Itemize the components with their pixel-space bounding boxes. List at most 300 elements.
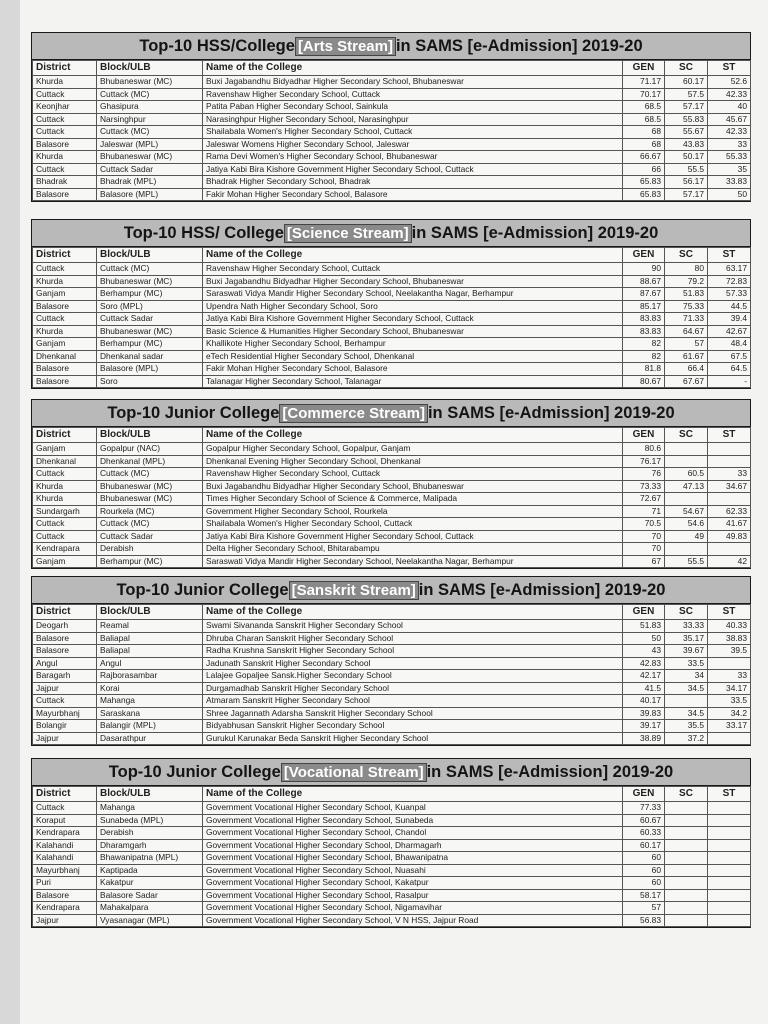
cell-gen: 73.33 — [623, 480, 665, 493]
header-gen: GEN — [623, 428, 665, 443]
cell-sc: 57.17 — [665, 101, 708, 114]
cell-gen: 70.5 — [623, 518, 665, 531]
cell-block: Jaleswar (MPL) — [97, 138, 203, 151]
cell-gen: 68 — [623, 126, 665, 139]
cell-st: 50 — [708, 188, 751, 201]
header-district: District — [33, 428, 97, 443]
cell-gen: 82 — [623, 350, 665, 363]
cell-sc: 67.67 — [665, 375, 708, 388]
cell-gen: 90 — [623, 263, 665, 276]
cell-gen: 68.5 — [623, 101, 665, 114]
cell-district: Cuttack — [33, 163, 97, 176]
cell-college: Patita Paban Higher Secondary School, Sainkula — [203, 101, 623, 114]
cell-college: Times Higher Secondary School of Science & Commerce, Malipada — [203, 493, 623, 506]
table-row — [33, 864, 751, 877]
cell-gen: 70 — [623, 543, 665, 556]
cell-district: Mayurbhanj — [33, 707, 97, 720]
cell-block: Derabish — [97, 827, 203, 840]
header-block: Block/ULB — [97, 605, 203, 620]
cell-st: 39.5 — [708, 645, 751, 658]
cell-gen: 43 — [623, 645, 665, 658]
results-table — [32, 786, 751, 927]
cell-st: 62.33 — [708, 505, 751, 518]
cell-sc: 47.13 — [665, 480, 708, 493]
cell-st: 42.33 — [708, 126, 751, 139]
results-table — [32, 247, 751, 388]
cell-sc: 33.33 — [665, 620, 708, 633]
cell-st — [708, 543, 751, 556]
header-sc: SC — [665, 428, 708, 443]
cell-sc — [665, 864, 708, 877]
cell-district: Cuttack — [33, 313, 97, 326]
cell-sc — [665, 839, 708, 852]
cell-college: Gurukul Karunakar Beda Sanskrit Higher Secondary School — [203, 732, 623, 745]
cell-gen: 85.17 — [623, 300, 665, 313]
cell-block: Dharamgarh — [97, 839, 203, 852]
table-row — [33, 313, 751, 326]
cell-block: Saraskana — [97, 707, 203, 720]
cell-gen: 67 — [623, 555, 665, 568]
cell-st — [708, 814, 751, 827]
cell-block: Berhampur (MC) — [97, 288, 203, 301]
table-row — [33, 138, 751, 151]
table-row — [33, 543, 751, 556]
cell-block: Dhenkanal sadar — [97, 350, 203, 363]
cell-sc: 37.2 — [665, 732, 708, 745]
cell-gen: 83.83 — [623, 313, 665, 326]
header-college: Name of the College — [203, 605, 623, 620]
cell-sc: 34 — [665, 670, 708, 683]
cell-st: 33.17 — [708, 720, 751, 733]
section-title — [32, 577, 750, 604]
cell-gen: 60 — [623, 852, 665, 865]
cell-block: Balasore (MPL) — [97, 363, 203, 376]
table-row — [33, 263, 751, 276]
results-table — [32, 604, 751, 745]
header-row — [33, 248, 751, 263]
cell-college: Jaleswar Womens Higher Secondary School, Jaleswar — [203, 138, 623, 151]
cell-block: Vyasanagar (MPL) — [97, 914, 203, 927]
stream-highlight: [Sanskrit Stream] — [289, 581, 419, 600]
cell-block: Korai — [97, 682, 203, 695]
section-title — [32, 400, 750, 427]
title-suffix: in SAMS [e-Admission] 2019-20 — [426, 763, 674, 781]
cell-college: Dhruba Charan Sanskrit Higher Secondary School — [203, 632, 623, 645]
cell-sc: 55.67 — [665, 126, 708, 139]
cell-st: 33 — [708, 138, 751, 151]
cell-district: Balasore — [33, 138, 97, 151]
cell-sc: 66.4 — [665, 363, 708, 376]
section-title — [32, 33, 750, 60]
cell-college: Shailabala Women's Higher Secondary School, Cuttack — [203, 518, 623, 531]
cell-college: Government Vocational Higher Secondary School, V N HSS, Jajpur Road — [203, 914, 623, 927]
cell-district: Bolangir — [33, 720, 97, 733]
cell-st: 42 — [708, 555, 751, 568]
table-row — [33, 163, 751, 176]
cell-sc: 34.5 — [665, 707, 708, 720]
cell-block: Angul — [97, 657, 203, 670]
cell-block: Bhubaneswar (MC) — [97, 325, 203, 338]
header-row — [33, 787, 751, 802]
cell-district: Khurda — [33, 480, 97, 493]
cell-sc: 49 — [665, 530, 708, 543]
cell-sc: 55.5 — [665, 163, 708, 176]
cell-district: Balasore — [33, 363, 97, 376]
cell-district: Ganjam — [33, 443, 97, 456]
cell-district: Jajpur — [33, 914, 97, 927]
header-st: ST — [708, 787, 751, 802]
cell-block: Baliapal — [97, 632, 203, 645]
cell-st: 33 — [708, 468, 751, 481]
table-row — [33, 852, 751, 865]
table-row — [33, 350, 751, 363]
section-title — [32, 759, 750, 786]
cell-district: Balasore — [33, 375, 97, 388]
cell-district: Kalahandi — [33, 852, 97, 865]
table-row — [33, 657, 751, 670]
cell-college: Talanagar Higher Secondary School, Talanagar — [203, 375, 623, 388]
cell-sc — [665, 493, 708, 506]
cell-st — [708, 443, 751, 456]
header-row — [33, 605, 751, 620]
cell-gen: 72.67 — [623, 493, 665, 506]
header-college: Name of the College — [203, 248, 623, 263]
cell-sc: 39.67 — [665, 645, 708, 658]
cell-st: 64.5 — [708, 363, 751, 376]
cell-sc — [665, 802, 708, 815]
table-row — [33, 455, 751, 468]
cell-sc: 50.17 — [665, 151, 708, 164]
cell-st — [708, 839, 751, 852]
cell-gen: 76.17 — [623, 455, 665, 468]
cell-sc — [665, 889, 708, 902]
table-row — [33, 468, 751, 481]
cell-district: Khurda — [33, 151, 97, 164]
cell-block: Narsinghpur — [97, 113, 203, 126]
title-prefix: Top-10 HSS/ College — [123, 224, 284, 242]
cell-block: Gopalpur (NAC) — [97, 443, 203, 456]
stream-highlight: [Vocational Stream] — [281, 763, 427, 782]
cell-gen: 77.33 — [623, 802, 665, 815]
table-row — [33, 827, 751, 840]
header-gen: GEN — [623, 605, 665, 620]
cell-college: Radha Krushna Sanskrit Higher Secondary School — [203, 645, 623, 658]
cell-gen: 38.89 — [623, 732, 665, 745]
cell-sc: 43.83 — [665, 138, 708, 151]
cell-gen: 68 — [623, 138, 665, 151]
cell-block: Cuttack Sadar — [97, 530, 203, 543]
cell-gen: 50 — [623, 632, 665, 645]
cell-college: Rama Devi Women's Higher Secondary School, Bhubaneswar — [203, 151, 623, 164]
header-sc: SC — [665, 248, 708, 263]
cell-st — [708, 889, 751, 902]
table-row — [33, 288, 751, 301]
cell-gen: 51.83 — [623, 620, 665, 633]
cell-gen: 57 — [623, 902, 665, 915]
cell-college: Buxi Jagabandhu Bidyadhar Higher Secondary School, Bhubaneswar — [203, 76, 623, 89]
cell-st: 34.67 — [708, 480, 751, 493]
cell-college: Jadunath Sanskrit Higher Secondary School — [203, 657, 623, 670]
cell-gen: 87.67 — [623, 288, 665, 301]
table-row — [33, 682, 751, 695]
stream-highlight: [Science Stream] — [284, 224, 412, 243]
cell-st: 34.17 — [708, 682, 751, 695]
cell-gen: 83.83 — [623, 325, 665, 338]
cell-district: Khurda — [33, 275, 97, 288]
cell-block: Mahanga — [97, 802, 203, 815]
cell-gen: 70.17 — [623, 88, 665, 101]
table-row — [33, 88, 751, 101]
cell-college: Shailabala Women's Higher Secondary School, Cuttack — [203, 126, 623, 139]
cell-gen: 65.83 — [623, 188, 665, 201]
cell-block: Cuttack (MC) — [97, 263, 203, 276]
cell-st: - — [708, 375, 751, 388]
header-block: Block/ULB — [97, 787, 203, 802]
cell-sc: 54.67 — [665, 505, 708, 518]
cell-college: Ravenshaw Higher Secondary School, Cuttack — [203, 88, 623, 101]
table-row — [33, 275, 751, 288]
cell-sc — [665, 877, 708, 890]
cell-block: Bhubaneswar (MC) — [97, 151, 203, 164]
header-sc: SC — [665, 787, 708, 802]
cell-sc: 61.67 — [665, 350, 708, 363]
table-row — [33, 555, 751, 568]
cell-district: Cuttack — [33, 518, 97, 531]
cell-district: Khurda — [33, 325, 97, 338]
cell-st: 34.2 — [708, 707, 751, 720]
cell-college: Dhenkanal Evening Higher Secondary School, Dhenkanal — [203, 455, 623, 468]
cell-block: Balasore Sadar — [97, 889, 203, 902]
table-row — [33, 839, 751, 852]
cell-block: Kaptipada — [97, 864, 203, 877]
cell-sc: 54.6 — [665, 518, 708, 531]
cell-st: 45.67 — [708, 113, 751, 126]
cell-block: Cuttack (MC) — [97, 518, 203, 531]
cell-district: Cuttack — [33, 88, 97, 101]
table-row — [33, 707, 751, 720]
cell-college: Government Vocational Higher Secondary School, Nuasahi — [203, 864, 623, 877]
table-row — [33, 720, 751, 733]
cell-district: Koraput — [33, 814, 97, 827]
cell-college: Khallikote Higher Secondary School, Berhampur — [203, 338, 623, 351]
table-row — [33, 902, 751, 915]
cell-st — [708, 864, 751, 877]
cell-gen: 71.17 — [623, 76, 665, 89]
cell-college: Government Vocational Higher Secondary School, Kakatpur — [203, 877, 623, 890]
table-row — [33, 113, 751, 126]
cell-block: Mahakalpara — [97, 902, 203, 915]
cell-college: eTech Residential Higher Secondary School, Dhenkanal — [203, 350, 623, 363]
cell-st: 55.33 — [708, 151, 751, 164]
section-sanskrit-stream — [31, 576, 751, 746]
cell-sc: 35.17 — [665, 632, 708, 645]
cell-st: 72.83 — [708, 275, 751, 288]
header-sc: SC — [665, 605, 708, 620]
table-row — [33, 375, 751, 388]
cell-district: Khurda — [33, 493, 97, 506]
cell-sc — [665, 695, 708, 708]
cell-sc: 57 — [665, 338, 708, 351]
table-row — [33, 325, 751, 338]
header-gen: GEN — [623, 61, 665, 76]
table-row — [33, 126, 751, 139]
cell-college: Government Vocational Higher Secondary School, Kuanpal — [203, 802, 623, 815]
cell-district: Mayurbhanj — [33, 864, 97, 877]
cell-block: Cuttack Sadar — [97, 163, 203, 176]
table-row — [33, 518, 751, 531]
cell-gen: 58.17 — [623, 889, 665, 902]
cell-block: Cuttack (MC) — [97, 468, 203, 481]
cell-block: Cuttack Sadar — [97, 313, 203, 326]
cell-college: Fakir Mohan Higher Secondary School, Balasore — [203, 188, 623, 201]
cell-gen: 71 — [623, 505, 665, 518]
cell-block: Kakatpur — [97, 877, 203, 890]
table-row — [33, 176, 751, 189]
header-st: ST — [708, 61, 751, 76]
cell-college: Upendra Nath Higher Secondary School, Soro — [203, 300, 623, 313]
cell-district: Keonjhar — [33, 101, 97, 114]
cell-gen: 56.83 — [623, 914, 665, 927]
cell-st — [708, 877, 751, 890]
table-row — [33, 632, 751, 645]
cell-block: Bhawanipatna (MPL) — [97, 852, 203, 865]
table-row — [33, 443, 751, 456]
table-row — [33, 363, 751, 376]
cell-block: Cuttack (MC) — [97, 88, 203, 101]
cell-college: Jatiya Kabi Bira Kishore Government Higher Secondary School, Cuttack — [203, 313, 623, 326]
cell-block: Berhampur (MC) — [97, 555, 203, 568]
cell-district: Balasore — [33, 632, 97, 645]
cell-college: Buxi Jagabandhu Bidyadhar Higher Secondary School, Bhubaneswar — [203, 480, 623, 493]
header-district: District — [33, 61, 97, 76]
cell-college: Swami Sivananda Sanskrit Higher Secondary School — [203, 620, 623, 633]
cell-district: Ganjam — [33, 288, 97, 301]
title-prefix: Top-10 Junior College — [108, 763, 281, 781]
cell-block: Soro — [97, 375, 203, 388]
cell-st: 33 — [708, 670, 751, 683]
cell-district: Puri — [33, 877, 97, 890]
cell-district: Balasore — [33, 889, 97, 902]
cell-district: Dhenkanal — [33, 455, 97, 468]
cell-block: Reamal — [97, 620, 203, 633]
cell-gen: 60.33 — [623, 827, 665, 840]
header-row — [33, 428, 751, 443]
stream-highlight: [Arts Stream] — [295, 37, 396, 56]
cell-college: Bidyabhusan Sanskrit Higher Secondary School — [203, 720, 623, 733]
cell-st: 40.33 — [708, 620, 751, 633]
cell-gen: 70 — [623, 530, 665, 543]
cell-college: Government Vocational Higher Secondary School, Bhawanipatna — [203, 852, 623, 865]
cell-sc: 34.5 — [665, 682, 708, 695]
cell-college: Basic Science & Humanities Higher Secondary School, Bhubaneswar — [203, 325, 623, 338]
cell-sc — [665, 827, 708, 840]
cell-gen: 41.5 — [623, 682, 665, 695]
cell-district: Balasore — [33, 300, 97, 313]
cell-st: 57.33 — [708, 288, 751, 301]
cell-district: Bhadrak — [33, 176, 97, 189]
table-row — [33, 670, 751, 683]
header-row — [33, 61, 751, 76]
cell-district: Kalahandi — [33, 839, 97, 852]
cell-sc: 55.5 — [665, 555, 708, 568]
cell-district: Ganjam — [33, 338, 97, 351]
cell-st: 44.5 — [708, 300, 751, 313]
cell-sc — [665, 852, 708, 865]
cell-block: Baliapal — [97, 645, 203, 658]
title-prefix: Top-10 Junior College — [116, 581, 289, 599]
cell-district: Jajpur — [33, 682, 97, 695]
cell-sc — [665, 455, 708, 468]
header-st: ST — [708, 428, 751, 443]
cell-st: 48.4 — [708, 338, 751, 351]
cell-st — [708, 802, 751, 815]
cell-college: Atmaram Sanskrit Higher Secondary School — [203, 695, 623, 708]
cell-sc: 71.33 — [665, 313, 708, 326]
cell-college: Government Vocational Higher Secondary School, Dharmagarh — [203, 839, 623, 852]
section-vocational-stream — [31, 758, 751, 928]
cell-block: Berhampur (MC) — [97, 338, 203, 351]
cell-block: Ghasipura — [97, 101, 203, 114]
title-prefix: Top-10 HSS/College — [139, 37, 295, 55]
table-row — [33, 300, 751, 313]
table-row — [33, 480, 751, 493]
cell-gen: 65.83 — [623, 176, 665, 189]
cell-st: 42.67 — [708, 325, 751, 338]
cell-st — [708, 657, 751, 670]
cell-district: Ganjam — [33, 555, 97, 568]
cell-sc — [665, 914, 708, 927]
cell-st: 39.4 — [708, 313, 751, 326]
cell-gen: 68.5 — [623, 113, 665, 126]
cell-st: 38.83 — [708, 632, 751, 645]
cell-st — [708, 732, 751, 745]
section-title — [32, 220, 750, 247]
header-st: ST — [708, 605, 751, 620]
cell-college: Narasinghpur Higher Secondary School, Narasinghpur — [203, 113, 623, 126]
header-college: Name of the College — [203, 787, 623, 802]
table-row — [33, 877, 751, 890]
cell-gen: 42.83 — [623, 657, 665, 670]
header-gen: GEN — [623, 248, 665, 263]
title-suffix: in SAMS [e-Admission] 2019-20 — [411, 224, 659, 242]
title-suffix: in SAMS [e-Admission] 2019-20 — [427, 404, 675, 422]
cell-sc: 60.17 — [665, 76, 708, 89]
cell-gen: 66.67 — [623, 151, 665, 164]
cell-college: Durgamadhab Sanskrit Higher Secondary School — [203, 682, 623, 695]
cell-sc: 64.67 — [665, 325, 708, 338]
cell-district: Balasore — [33, 645, 97, 658]
cell-sc: 80 — [665, 263, 708, 276]
cell-college: Delta Higher Secondary School, Bhitarabampu — [203, 543, 623, 556]
cell-st — [708, 493, 751, 506]
cell-sc: 75.33 — [665, 300, 708, 313]
table-row — [33, 188, 751, 201]
cell-st: 41.67 — [708, 518, 751, 531]
header-st: ST — [708, 248, 751, 263]
cell-district: Kendrapara — [33, 902, 97, 915]
cell-college: Government Vocational Higher Secondary School, Nigamavihar — [203, 902, 623, 915]
cell-district: Balasore — [33, 188, 97, 201]
title-suffix: in SAMS [e-Admission] 2019-20 — [395, 37, 643, 55]
cell-gen: 40.17 — [623, 695, 665, 708]
cell-block: Bhubaneswar (MC) — [97, 275, 203, 288]
table-row — [33, 530, 751, 543]
cell-college: Government Higher Secondary School, Rourkela — [203, 505, 623, 518]
header-block: Block/ULB — [97, 61, 203, 76]
cell-st — [708, 455, 751, 468]
cell-district: Deogarh — [33, 620, 97, 633]
cell-sc: 51.83 — [665, 288, 708, 301]
